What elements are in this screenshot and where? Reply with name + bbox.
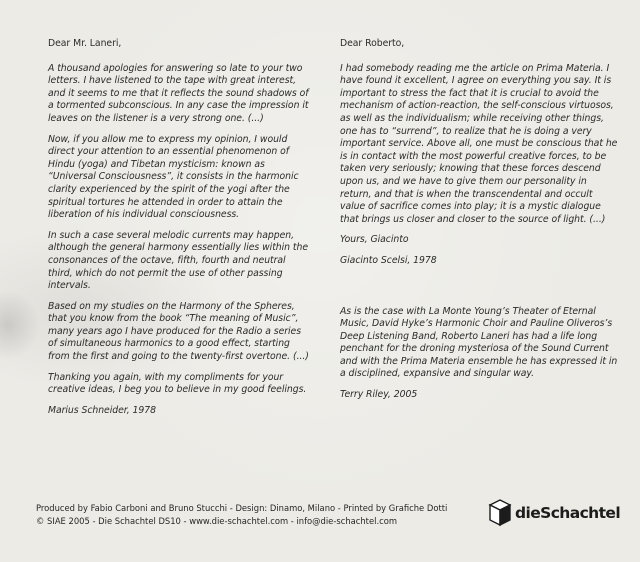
schneider-paragraph: A thousand apologies for answering so late to your two letters. I have listened to the tape with great interest, and it seems to me that it reflects the sound shadows of a tormented subconscious. In any case the impression it leaves on the listener is a very strong one. (...) <box>48 62 309 124</box>
paper-smudge <box>0 290 40 360</box>
schneider-salutation: Dear Mr. Laneri, <box>48 38 122 49</box>
schneider-letter <box>48 38 310 425</box>
die-schachtel-logo <box>488 493 621 533</box>
section-spacer <box>340 276 618 306</box>
schneider-paragraph: In such a case several melodic currents may happen, although the general harmony essentially lies within the consonances of the octave, fifth, fourth and neutral third, which do not permit the use of other passing intervals. <box>48 229 309 292</box>
scelsi-paragraph: I had somebody reading me the article on Prima Materia. I have found it excellent, I agree on everything you say. It is important to stress the fact that it is crucial to avoid the mechanism of action-reaction, the self-conscious virtuosos, as well as the individualism; while receiving other things, one has to “surrend”, to realize that he is doing a very important service. Above all, one must be conscious that he is in contact with the most powerful creative forces, to be taken very seriously; knowing that these forces descend upon us, and we have to give them our personality in return, and that is when the transcendental and occult value of sacrifice comes into play; it is a mystic dialogue that brings us closer and closer to the source of light. (...) <box>340 62 618 225</box>
credits-line: Produced by Fabio Carboni and Bruno Stucchi - Design: Dinamo, Milano - Printed by Grafiche Dotti <box>36 503 448 513</box>
riley-signature: Terry Riley, 2005 <box>340 389 418 401</box>
schneider-paragraph: Now, if you allow me to express my opinion, I would direct your attention to an essential phenomenon of Hindu (yoga) and Tibetan mysticism: known as “Universal Consciousness”, it consists in the harmonic clarity experienced by the spirit of the yogi after the spiritual tortures he attended in order to attain the liberation of his individual consciousness. <box>48 133 299 221</box>
logo-prefix: die <box>515 504 541 522</box>
schneider-paragraph: Thanking you again, with my compliments for your creative ideas, I beg you to believe in my good feelings. <box>48 371 307 396</box>
schneider-paragraph: Based on my studies on the Harmony of the Spheres, that you know from the book “The meaning of Music”, many years ago I have produced for the Radio a series of simultaneous harmonics to a good effect, starting from the first and going to the twenty-first overtone. (...) <box>48 300 309 363</box>
logo-name: Schachtel <box>540 504 621 522</box>
scelsi-signature: Giacinto Scelsi, 1978 <box>340 254 437 266</box>
cube-box-icon <box>488 498 512 528</box>
credits-footer <box>36 502 476 527</box>
riley-paragraph: As is the case with La Monte Young’s Theater of Eternal Music, David Hyke’s Harmonic Choir and Pauline Oliveros’s Deep Listening Band, Roberto Laneri has had a life long penchant for the droning mysteriosa of the Sound Current and with the Prima Materia ensemble he has expressed it in a disciplined, expansive and singular way. <box>340 305 618 380</box>
scelsi-letter <box>340 38 618 410</box>
copyright-line: © SIAE 2005 - Die Schachtel DS10 - www.die-schachtel.com - info@die-schachtel.com <box>36 515 397 526</box>
scelsi-salutation: Dear Roberto, <box>340 38 405 49</box>
logo-wordmark <box>515 504 620 522</box>
scelsi-closing: Yours, Giacinto <box>340 234 409 246</box>
schneider-signature: Marius Schneider, 1978 <box>48 404 156 416</box>
